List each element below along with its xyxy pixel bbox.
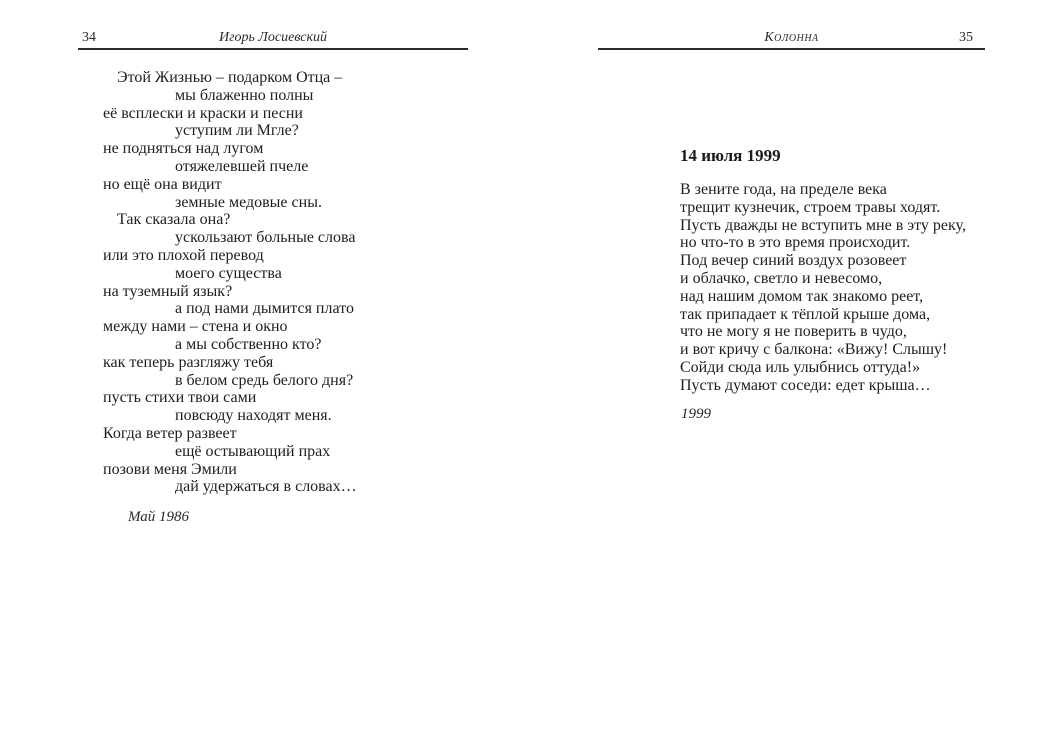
left-page-number: 34 [82,30,96,45]
poem-line: так припадает к тёплой крыше дома, [680,305,931,323]
poem-line: ещё остывающий прах [175,442,331,460]
poem-line: Пусть думают соседи: едет крыша… [680,376,931,394]
poem-line: трещит кузнечик, строем травы ходят. [680,198,941,216]
left-poem-date: Май 1986 [128,509,190,525]
poem-line: но что-то в это время происходит. [680,234,911,252]
poem-line: и облачко, светло и невесомо, [680,269,883,287]
poem-line: в белом средь белого дня? [175,371,354,389]
poem-line: позови меня Эмили [103,460,237,478]
poem-line: пусть стихи твои сами [103,389,257,407]
poem-line: Так сказала она? [117,211,231,229]
poem-line: мы блаженно полны [175,86,314,104]
left-running-title: Игорь Лосиевский [218,30,327,45]
right-page-header [598,30,985,48]
right-running-title: Колонна [764,30,819,45]
poem-line: над нашим домом так знакомо реет, [680,287,924,305]
left-poem [103,69,357,496]
poem-line: Пусть дважды не вступить мне в эту реку, [680,216,966,234]
left-header-rule [78,48,468,50]
poem-line: что не могу я не поверить в чудо, [680,323,907,341]
poem-line: как теперь разгляжу тебя [103,353,274,371]
poem-line: её всплески и краски и песни [103,104,303,122]
right-header-rule [598,48,985,50]
poem-line: а под нами дымится плато [175,300,354,318]
poem-line: Когда ветер развеет [103,424,237,442]
right-poem [680,181,966,395]
poem-line: не подняться над лугом [103,140,264,158]
right-poem-title: 14 июля 1999 [680,146,781,165]
poem-line: Под вечер синий воздух розовеет [680,252,907,270]
poem-line: уступим ли Мгле? [175,122,299,140]
poem-line: между нами – стена и окно [103,318,288,336]
poem-line: и вот кричу с балкона: «Вижу! Слышу! [680,341,948,359]
poem-line: Сойди сюда иль улыбнись оттуда!» [680,358,921,376]
poem-line: моего существа [175,264,282,282]
poem-line: а мы собственно кто? [175,335,322,353]
poem-line: ускользают больные слова [175,229,356,247]
poem-line: земные медовые сны. [175,193,322,211]
poem-line: В зените года, на пределе века [680,181,887,198]
poem-line: повсюду находят меня. [175,407,332,425]
poem-line: но ещё она видит [103,175,222,193]
poem-line: отяжелевшей пчеле [175,157,309,175]
poem-line: или это плохой перевод [103,246,264,264]
poem-line: на туземный язык? [103,282,233,300]
poem-line: Этой Жизнью – подарком Отца – [117,69,343,86]
right-poem-date: 1999 [681,406,711,422]
left-page-header [78,30,468,48]
poem-line: дай удержаться в словах… [175,478,357,496]
right-page-number: 35 [959,30,973,45]
